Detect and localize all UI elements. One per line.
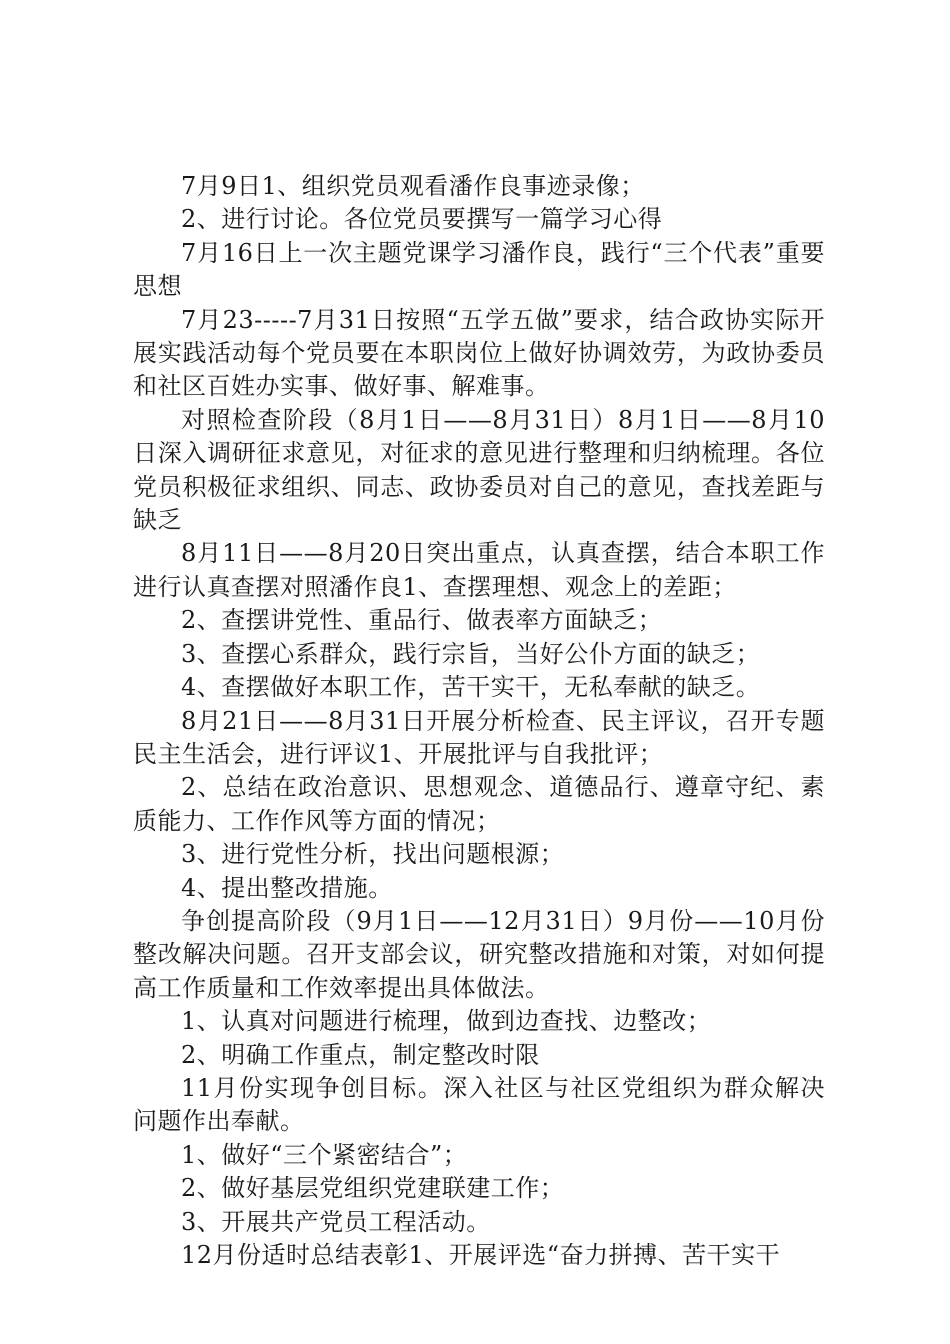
paragraph: 1、做好“三个紧密结合”； — [181, 1140, 468, 1169]
paragraph: 3、进行党性分析，找出问题根源； — [181, 840, 565, 869]
paragraph: 3、开展共产党员工程活动。 — [181, 1207, 491, 1236]
paragraph: 7月9日1、组织党员观看潘作良事迹录像； — [181, 172, 645, 200]
paragraph: 2、进行讨论。各位党员要撰写一篇学习心得 — [181, 205, 663, 234]
paragraph: 2、总结在政治意识、思想观念、道德品行、遵章守纪、素质能力、工作作风等方面的情况； — [133, 773, 825, 835]
paragraph: 12月份适时总结表彰1、开展评选“奋力拼搏、苦干实干 — [181, 1241, 781, 1269]
paragraph: 7月23-----7月31日按照“五学五做”要求，结合政协实际开展实践活动每个党员要在本职岗位上做好协调效劳，为政协委员和社区百姓办实事、做好事、解难事。 — [133, 305, 825, 401]
paragraph: 2、明确工作重点，制定整改时限 — [181, 1040, 540, 1069]
paragraph: 3、查摆心系群众，践行宗旨，当好公仆方面的缺乏； — [181, 639, 761, 668]
document-body — [133, 170, 825, 1272]
paragraph: 争创提高阶段（9月1日——12月31日）9月份——10月份整改解决问题。召开支部会议，研究整改措施和对策，对如何提高工作质量和工作效率提出具体做法。 — [133, 906, 825, 1002]
paragraph: 8月21日——8月31日开展分析检查、民主评议，召开专题民主生活会，进行评议1、开展批评与自我批评； — [133, 706, 825, 768]
paragraph: 4、提出整改措施。 — [181, 873, 393, 902]
paragraph: 8月11日——8月20日突出重点，认真查摆，结合本职工作进行认真查摆对照潘作良1、查摆理想、观念上的差距； — [133, 539, 825, 601]
paragraph: 11月份实现争创目标。深入社区与社区党组织为群众解决问题作出奉献。 — [133, 1073, 825, 1136]
paragraph: 2、做好基层党组织党建联建工作； — [181, 1174, 565, 1203]
paragraph: 7月16日上一次主题党课学习潘作良，践行“三个代表”重要思想 — [133, 238, 825, 301]
paragraph: 4、查摆做好本职工作，苦干实干，无私奉献的缺乏。 — [181, 673, 761, 702]
paragraph: 2、查摆讲党性、重品行、做表率方面缺乏； — [181, 606, 663, 635]
paragraph: 1、认真对问题进行梳理，做到边查找、边整改； — [181, 1007, 712, 1036]
paragraph: 对照检查阶段（8月1日——8月31日）8月1日——8月10日深入调研征求意见，对征求的意见进行整理和归纳梳理。各位党员积极征求组织、同志、政协委员对自己的意见，查找差距与缺乏 — [133, 405, 825, 535]
